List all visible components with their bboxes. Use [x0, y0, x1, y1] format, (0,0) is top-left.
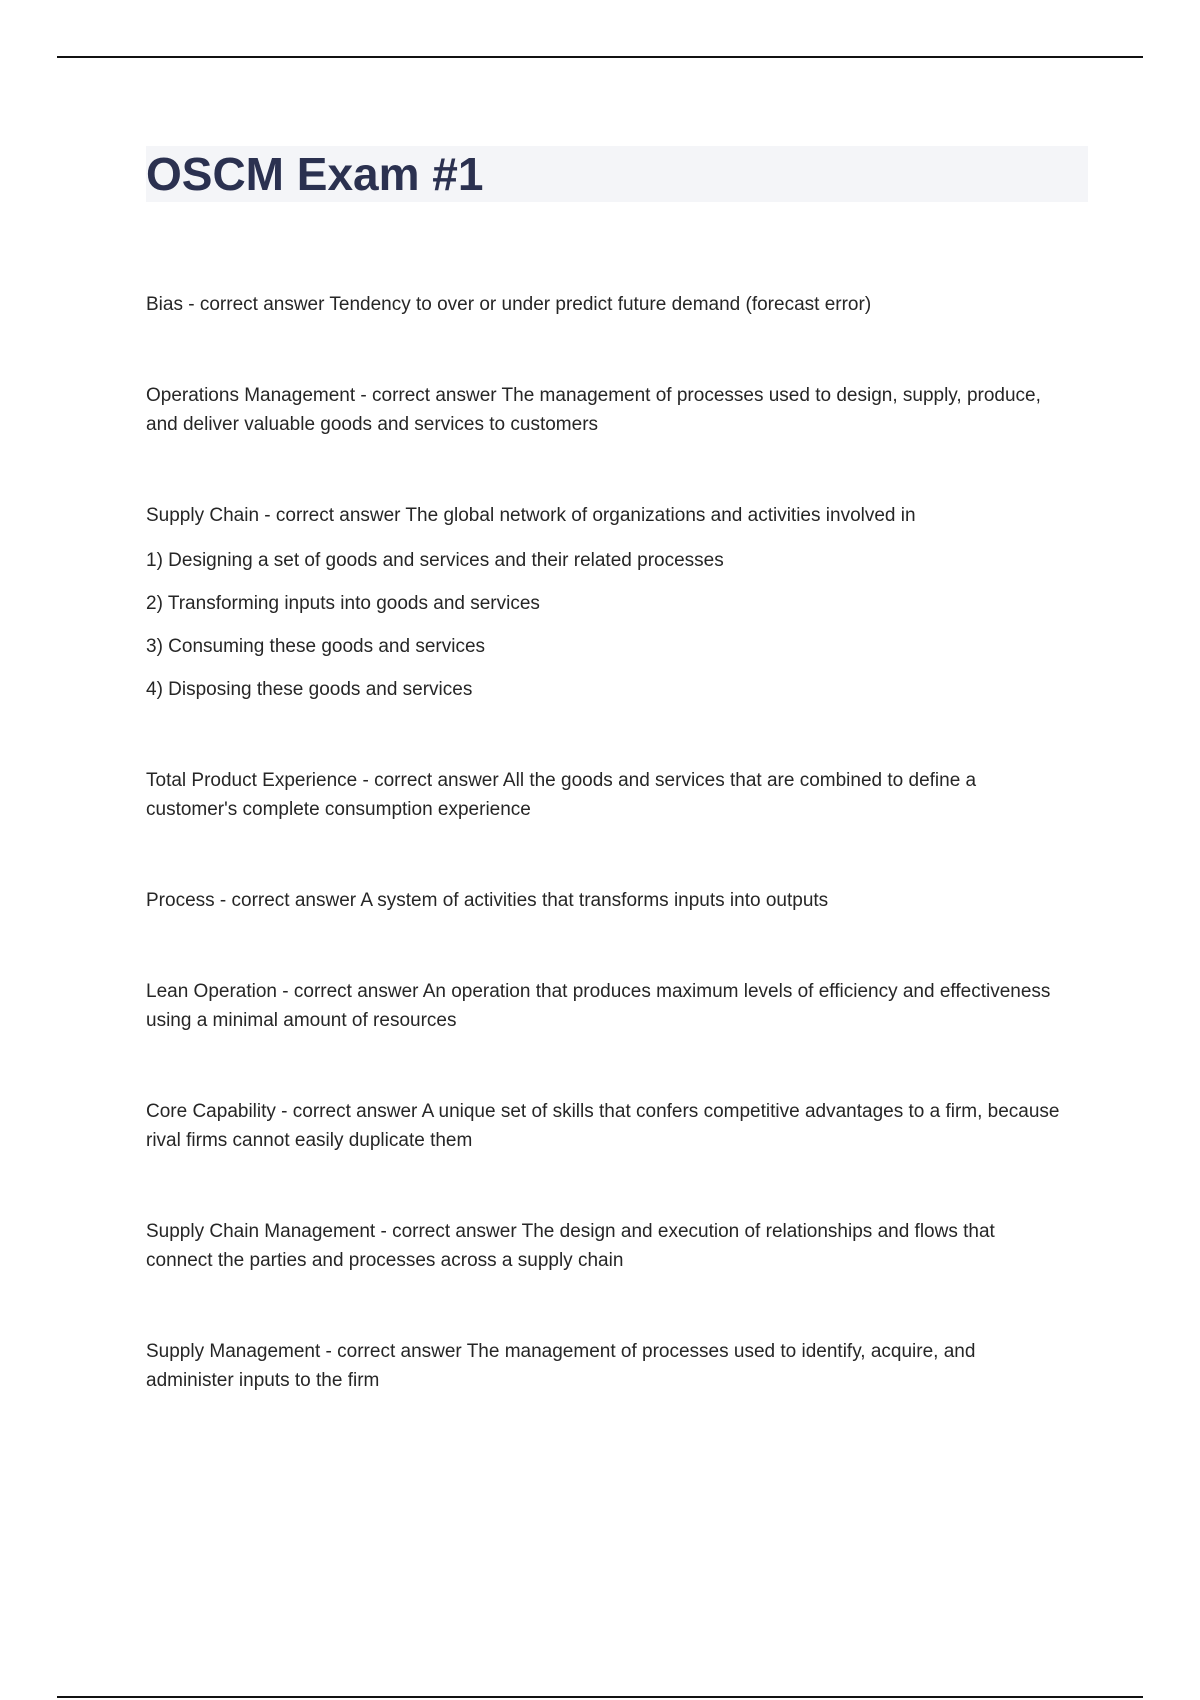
entry-text: Supply Management - correct answer The management of processes used to identify, acquire, and administer inputs to the firm: [146, 1341, 976, 1391]
entry-text: Bias - correct answer Tendency to over or under predict future demand (forecast error): [146, 294, 872, 315]
entry-process: [146, 886, 1066, 915]
list-item: 2) Transforming inputs into goods and services: [146, 593, 540, 614]
list-item: 3) Consuming these goods and services: [146, 636, 486, 657]
entry-text: Process - correct answer A system of activities that transforms inputs into outputs: [146, 890, 829, 911]
entry-text: Lean Operation - correct answer An operation that produces maximum levels of efficiency and effectiveness using a minimal amount of resources: [146, 981, 1051, 1031]
entry-supply-chain-management: [146, 1217, 1066, 1275]
entry-text: Supply Chain - correct answer The global network of organizations and activities involved in: [146, 505, 916, 526]
entry-lean-operation: [146, 977, 1066, 1035]
page-title: OSCM Exam #1: [146, 148, 484, 200]
entry-total-product-experience: [146, 766, 1066, 824]
entry-text: Operations Management - correct answer The management of processes used to design, supply, produce, and deliver valuable goods and services to customers: [146, 385, 1041, 435]
entry-core-capability: [146, 1097, 1066, 1155]
entry-text: Core Capability - correct answer A unique set of skills that confers competitive advantages to a firm, because rival firms cannot easily duplicate them: [146, 1101, 1060, 1151]
flashcard-list: [146, 290, 1066, 1457]
list-item: 1) Designing a set of goods and services and their related processes: [146, 550, 724, 571]
entry-text: Supply Chain Management - correct answer The design and execution of relationships and flows that connect the parties and processes across a supply chain: [146, 1221, 995, 1271]
entry-supply-chain: [146, 501, 1066, 704]
entry-bias: [146, 290, 1066, 319]
top-rule: [57, 56, 1143, 58]
entry-operations-management: [146, 381, 1066, 439]
list-item: 4) Disposing these goods and services: [146, 679, 473, 700]
bottom-rule: [57, 1696, 1143, 1698]
entry-text: Total Product Experience - correct answer All the goods and services that are combined to define a customer's complete consumption experience: [146, 770, 977, 820]
entry-supply-management: [146, 1337, 1066, 1395]
